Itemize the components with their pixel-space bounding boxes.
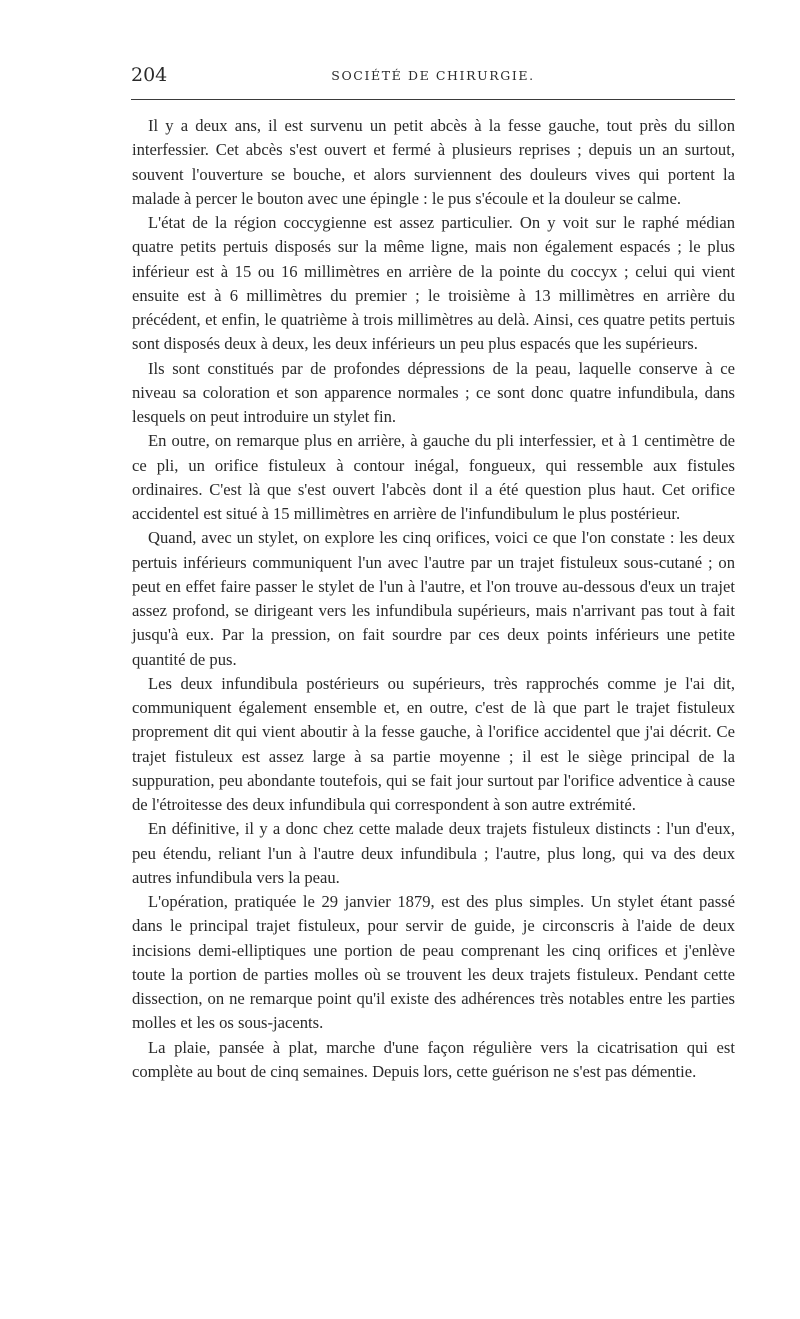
header-rule bbox=[131, 99, 735, 100]
paragraph: Les deux infundibula postérieurs ou supérieurs, très rapprochés comme je l'ai dit, communiquent également ensemble et, en outre, c'est de là que part le trajet fistuleux proprement dit qui vient aboutir à la fesse gauche, à l'orifice accidentel que j'ai décrit. Ce trajet fistuleux est assez large à sa partie moyenne ; il est le siège principal de la suppuration, peu abondante toutefois, qui se fait jour surtout par l'orifice adventice à cause de l'étroitesse des deux infundibula qui correspondent à son autre extrémité. bbox=[132, 673, 735, 814]
paragraph: L'état de la région coccygienne est assez particulier. On y voit sur le raphé médian quatre petits pertuis disposés sur la même ligne, mais non également espacés ; le plus inférieur est à 15 ou 16 millimètres en arrière de la pointe du coccyx ; celui qui vient ensuite est à 6 millimètres du premier ; le troisième à 13 millimètres en arrière du précédent, et enfin, le quatrième à trois millimètres au delà. Ainsi, ces quatre petits pertuis sont disposés deux à deux, les deux inférieurs un peu plus espacés que les supérieurs. bbox=[132, 213, 735, 354]
page-number: 204 bbox=[131, 64, 168, 86]
journal-title: SOCIÉTÉ DE CHIRURGIE. bbox=[331, 68, 535, 83]
paragraph: La plaie, pansée à plat, marche d'une façon régulière vers la cicatrisation qui est complète au bout de cinq semaines. Depuis lors, cette guérison ne s'est pas démentie. bbox=[132, 1037, 735, 1081]
paragraph: En définitive, il y a donc chez cette malade deux trajets fistuleux distincts : l'un d'eux, peu étendu, reliant l'un à l'autre deux infundibula ; l'autre, plus long, qui va des deux autres infundibula vers la peau. bbox=[132, 819, 735, 887]
paragraph: Quand, avec un stylet, on explore les cinq orifices, voici ce que l'on constate : les deux pertuis inférieurs communiquent l'un avec l'autre par un trajet fistuleux sous-cutané ; on peut en effet faire passer le stylet de l'un à l'autre, et l'on trouve au-dessous d'eux un trajet assez profond, se dirigeant vers les infundibula supérieurs, mais n'arrivant pas tout à fait jusqu'à eux. Par la pression, on fait sourdre par ces deux points inférieurs une petite quantité de pus. bbox=[132, 528, 735, 669]
paragraph: En outre, on remarque plus en arrière, à gauche du pli interfessier, et à 1 centimètre de ce pli, un orifice fistuleux à contour inégal, fongueux, qui ressemble aux fistules ordinaires. C'est là que s'est ouvert l'abcès dont il a été question plus haut. Cet orifice accidentel est situé à 15 millimètres en arrière de l'infundibulum le plus postérieur. bbox=[132, 431, 735, 523]
running-head bbox=[131, 62, 735, 92]
paragraph: Ils sont constitués par de profondes dépressions de la peau, laquelle conserve à ce niveau sa coloration et son apparence normales ; ce sont donc quatre infundibula, dans lesquels on peut introduire un stylet fin. bbox=[132, 358, 735, 426]
paragraph: L'opération, pratiquée le 29 janvier 1879, est des plus simples. Un stylet étant passé dans le principal trajet fistuleux, pour servir de guide, je circonscris à l'aide de deux incisions demi-elliptiques une portion de peau comprenant les cinq orifices et j'enlève toute la portion de parties molles où se trouvent les deux trajets fistuleux. Pendant cette dissection, on ne remarque point qu'il existe des adhérences très notables entre les parties molles et les os sous-jacents. bbox=[132, 892, 735, 1033]
paragraph: Il y a deux ans, il est survenu un petit abcès à la fesse gauche, tout près du sillon interfessier. Cet abcès s'est ouvert et fermé à plusieurs reprises ; depuis un an surtout, souvent l'ouverture se bouche, et alors surviennent des douleurs vives qui portent la malade à percer le bouton avec une épingle : le pus s'écoule et la douleur se calme. bbox=[132, 116, 735, 208]
body-text bbox=[132, 114, 735, 1084]
